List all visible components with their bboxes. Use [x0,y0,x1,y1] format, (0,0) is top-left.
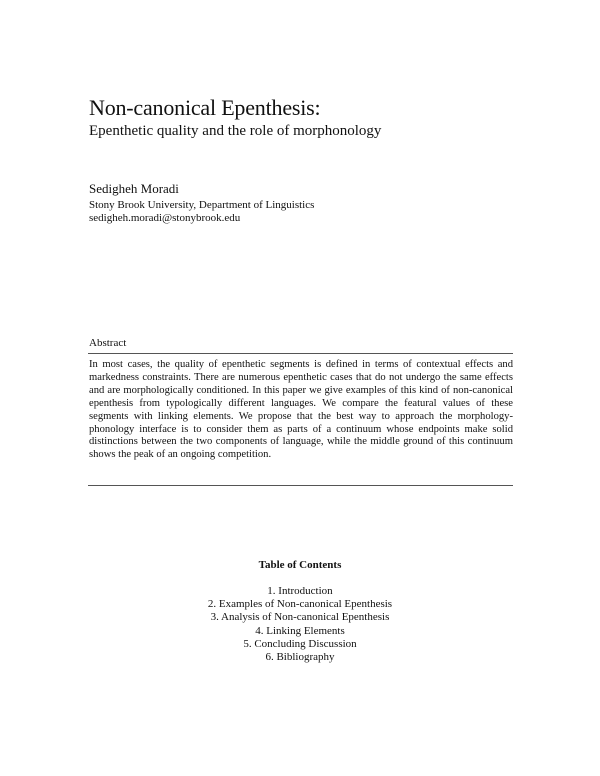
table-of-contents [0,585,600,664]
toc-item-introduction: 1. Introduction [267,585,333,597]
author-affiliation: Stony Brook University, Department of Linguistics [89,199,315,211]
abstract-top-rule [88,353,513,354]
paper-title: Non-canonical Epenthesis: [89,95,321,120]
toc-item-concluding-discussion: 5. Concluding Discussion [243,637,357,650]
toc-item-examples: 2. Examples of Non-canonical Epenthesis [207,598,393,611]
abstract-body: In most cases, the quality of epenthetic segments is defined in terms of contextual effects and markedness constraints. There are numerous epenthetic cases that do not undergo the same effects and are morphologically conditioned. In this paper we give examples of this kind of non-canonical epenthesis from typologically different languages. We compare the featural values of these segments with linking elements. We propose that the best way to approach the morphology-phonology interface is to consider them as parts of a continuum whose endpoints make solid distinctions between the two components of language, while the middle ground of this continuum shows the peak of an ongoing competition. [89,359,513,461]
author-name: Sedigheh Moradi [89,181,179,196]
toc-item-bibliography: 6. Bibliography [265,651,335,664]
abstract-bottom-rule [88,485,513,486]
toc-item-analysis: 3. Analysis of Non-canonical Epenthesis [210,611,390,624]
toc-item-linking-elements: 4. Linking Elements [255,624,345,637]
abstract-heading: Abstract [89,337,127,349]
author-email: sedigheh.moradi@stonybrook.edu [89,212,241,224]
toc-heading: Table of Contents [258,559,342,571]
paper-subtitle: Epenthetic quality and the role of morphonology [89,123,382,139]
